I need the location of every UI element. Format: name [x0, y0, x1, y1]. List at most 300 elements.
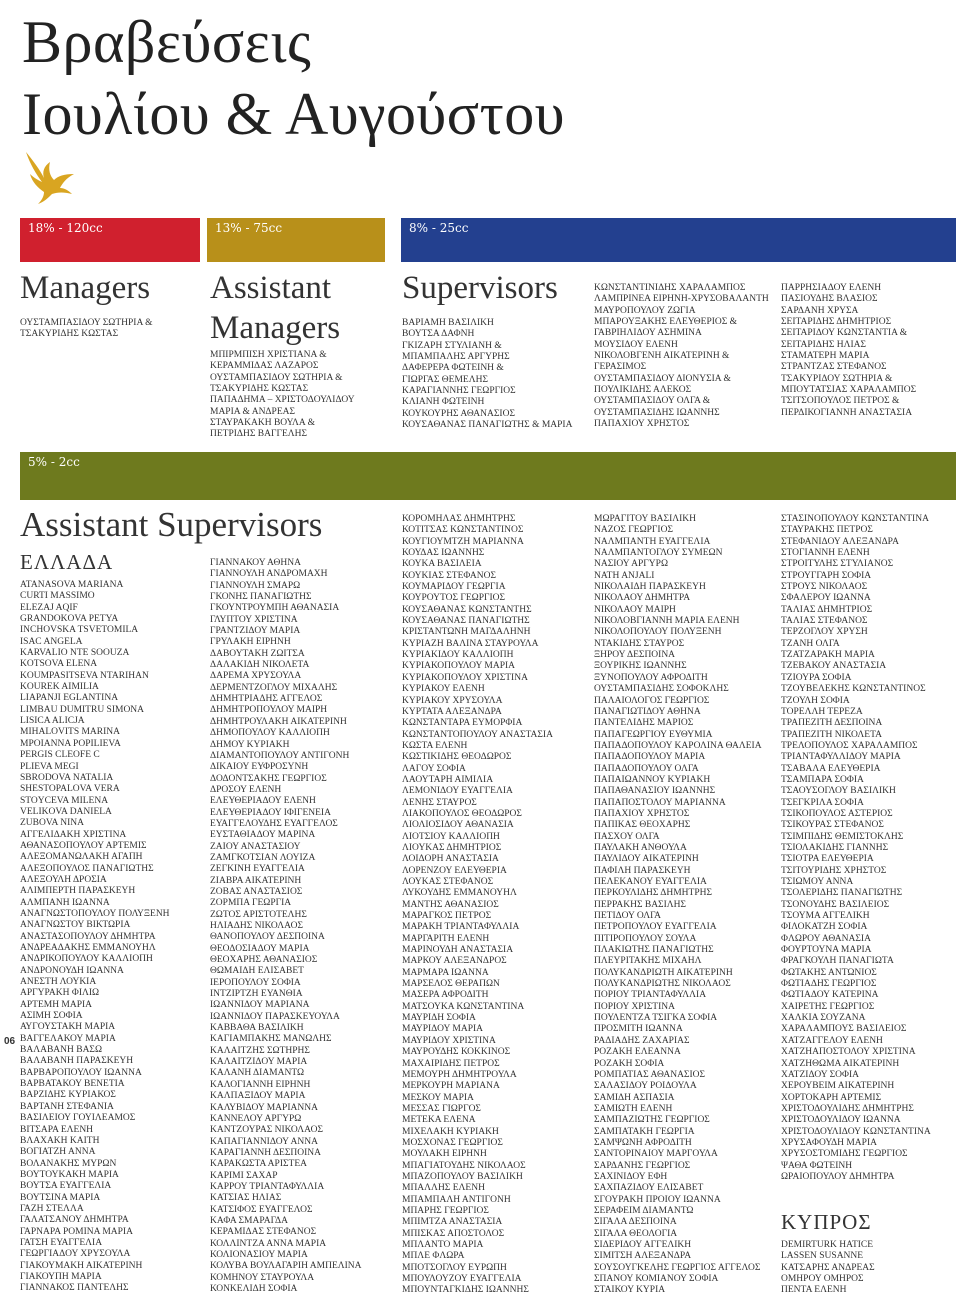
list-item: ΚΑΒΒΑΘΑ ΒΑΣΙΛΙΚΗ: [210, 1023, 304, 1034]
list-item: ΚΟΥΚΑ ΒΑΣΙΛΕΙΑ: [402, 559, 482, 570]
list-item: ΠΑΝΤΕΛΙΔΗΣ ΜΑΡΙΟΣ: [594, 718, 694, 729]
list-item: ΤΣΑΚΥΡΙΔΗΣ ΚΩΣΤΑΣ: [20, 329, 119, 340]
list-item: ΔΙΑΜΑΝΤΟΠΟΥΛΟΥ ΑΝΤΙΓΟΝΗ: [210, 750, 350, 761]
list-item: ΤΡΑΠΕΖΙΤΗ ΝΙΚΟΛΕΤΑ: [781, 729, 882, 740]
list-item: KOUMPASITSEVA NTARIHAN: [20, 670, 149, 681]
list-item: ΑΝΔΡΕΑΔΑΚΗΣ ΕΜΜΑΝΟΥΗΛ: [20, 943, 156, 953]
list-item: ΜΑΥΡΟΠΟΥΛΟΥ ΖΩΓΙΑ: [594, 305, 696, 316]
list-item: ΤΖΑΝΗ ΟΛΓΑ: [781, 638, 840, 649]
list-item: ΣΠΑΝΟΥ ΚΟΜΙΑΝΟΥ ΣΟΦΙΑ: [594, 1274, 719, 1285]
list-item: ΣΑΜΨΩΝΗ ΑΦΡΟΔΙΤΗ: [594, 1137, 692, 1148]
list-item: ΠΑΣΧΟΥ ΟΛΓΑ: [594, 831, 660, 842]
assistant-managers-heading-line1: Assistant: [210, 270, 332, 306]
list-item: ΠΟΥΛΕΝΤΖΑ ΤΣΙΓΚΑ ΣΟΦΙΑ: [594, 1013, 718, 1024]
list-item: ΓΑΛΑΤΣΑΝΟΥ ΔΗΜΗΤΡΑ: [20, 1215, 129, 1226]
list-item: ΣΓΟΥΡΑΚΗ ΠΡΟΙΟΥ ΙΩΑΝΝΑ: [594, 1194, 721, 1205]
list-item: PERGIS CLEOFE C: [20, 750, 100, 761]
list-item: ΠΟΥΛΙΚΙΔΗΣ ΑΛΕΚΟΣ: [594, 385, 692, 396]
list-item: ΔΡΟΣΟΥ ΕΛΕΝΗ: [210, 784, 282, 795]
list-item: ΠΑΠΑΔΟΠΟΥΛΟΥ ΟΛΓΑ: [594, 763, 699, 774]
list-item: ΧΡΙΣΤΟΔΟΥΛΙΔΟΥ ΚΩΝΣΤΑΝΤΙΝΑ: [781, 1126, 931, 1137]
list-item: ΧΟΡΤΟΚΑΡΗ ΑΡΤΕΜΙΣ: [781, 1092, 882, 1103]
list-item: ΧΑΡΑΛΑΜΠΟΥΣ ΒΑΣΙΛΕΙΟΣ: [781, 1024, 907, 1035]
supervisors-col3: [781, 283, 957, 419]
list-item: ΔΑΒΟΥΤΑΚΗ ΖΩΙΤΣΑ: [210, 648, 305, 659]
list-item: ΣΕΡΑΦΕΙΜ ΔΙΑΜΑΝΤΩ: [594, 1205, 694, 1216]
list-item: ΣΙΜΙΤΣΗ ΑΛΕΞΑΝΔΡΑ: [594, 1251, 692, 1262]
list-item: ΜΑΥΡΟΥΔΗΣ ΚΟΚΚΙΝΟΣ: [402, 1047, 511, 1058]
list-item: ΤΖΑΤΖΑΡΑΚΗ ΜΑΡΙΑ: [781, 650, 875, 661]
list-item: ΚΑΡΙΜΙ ΣΑΧΑΡ: [210, 1170, 278, 1181]
list-item: ΑΛΙΜΠΕΡΤΗ ΠΑΡΑΣΚΕΥΗ: [20, 886, 136, 897]
list-item: ΑΓΓΕΛΙΔΑΚΗ ΧΡΙΣΤΙΝΑ: [20, 829, 127, 840]
list-item: ΜΕΣΣΑΣ ΓΙΩΡΓΟΣ: [402, 1103, 481, 1114]
list-item: ΝΑΛΜΠΑΝΤΟΓΛΟΥ ΣΥΜΕΩΝ: [594, 548, 723, 559]
list-item: MIHALOVITS MARINA: [20, 727, 121, 738]
list-item: ΠΑΠΑΙΩΑΝΝΟΥ ΚΥΡΙΑΚΗ: [594, 774, 711, 785]
list-item: ΖΟΒΑΣ ΑΝΑΣΤΑΣΙΟΣ: [210, 886, 303, 897]
list-item: ΖΑΙΟΥ ΑΝΑΣΤΑΣΙΟΥ: [210, 841, 301, 852]
list-item: ΤΡΙΑΝΤΑΦΥΛΛΙΔΟΥ ΜΑΡΙΑ: [781, 752, 901, 763]
list-item: LASSEN SUSANNE: [781, 1251, 864, 1262]
list-item: ΚΟΥΣΑΘΑΝΑΣ ΠΑΝΑΓΙΩΤΗΣ: [402, 616, 530, 627]
list-item: ΑΝΑΓΝΩΣΤΟΥ ΒΙΚΤΩΡΙΑ: [20, 920, 131, 931]
list-item: ΠΕΡΚΟΥΛΙΔΗΣ ΔΗΜΗΤΡΗΣ: [594, 888, 712, 899]
list-item: ΟΜΗΡΟΥ ΟΜΗΡΟΣ: [781, 1274, 864, 1285]
list-item: ΙΕΡΟΠΟΥΛΟΥ ΣΟΦΙΑ: [210, 977, 301, 988]
list-item: ΣΑΜΙΔΗ ΑΣΠΑΣΙΑ: [594, 1092, 675, 1103]
list-item: ΝΙΚΟΛΟΒΓΕΝΗ ΑΙΚΑΤΕΡΙΝΗ &: [594, 351, 730, 362]
list-item: ΧΑΤΖΑΓΓΕΛΟΥ ΕΛΕΝΗ: [781, 1035, 883, 1046]
list-item: ΦΩΤΙΑΔΟΥ ΚΑΤΕΡΙΝΑ: [781, 990, 879, 1001]
list-item: ΜΠΟΥΝΤΑΓΚΙΔΗΣ ΙΩΑΝΝΗΣ: [402, 1285, 529, 1296]
list-item: ΠΕΛΕΚΑΝΟΥ ΕΥΑΓΓΕΛΙΑ: [594, 877, 707, 887]
list-item: ΠΑΠΑΧΙΟΥ ΧΡΗΣΤΟΣ: [594, 419, 690, 430]
list-item: ΚΟΥΜΑΡΙΔΟΥ ΓΕΩΡΓΙΑ: [402, 582, 506, 593]
list-item: ΚΑΤΣΙΑΣ ΗΛΙΑΣ: [210, 1193, 282, 1204]
list-item: ΚΑΛΟΓΙΑΝΝΗ ΕΙΡΗΝΗ: [210, 1079, 311, 1090]
supervisors-col1: [402, 318, 582, 431]
list-item: ΓΡΥΛΑΚΗ ΕΙΡΗΝΗ: [210, 637, 291, 648]
list-item: ΜΟΥΣΙΔΟΥ ΕΛΕΝΗ: [594, 339, 678, 350]
list-item: ISAC ANGELA: [20, 636, 83, 647]
list-item: ΧΑΤΖΗΑΠΟΣΤΟΛΟΥ ΧΡΙΣΤΙΝΑ: [781, 1047, 916, 1058]
list-item: ΜΕΡΚΟΥΡΗ ΜΑΡΙΑΝΑ: [402, 1081, 500, 1092]
list-item: ΡΟΖΑΚΗ ΣΟΦΙΑ: [594, 1058, 665, 1069]
list-item: ΚΟΥΣΑΘΑΝΑΣ ΠΑΝΑΓΙΩΤΗΣ & ΜΑΡΙΑ: [402, 420, 573, 431]
list-item: ΓΡΑΝΤΖΙΔΟΥ ΜΑΡΙΑ: [210, 626, 301, 637]
managers-heading: Managers: [20, 270, 151, 306]
list-item: ΚΟΡΟΜΗΛΑΣ ΔΗΜΗΤΡΗΣ: [402, 514, 516, 524]
list-item: ΜΠΛΕ ΦΛΩΡΑ: [402, 1251, 465, 1262]
list-item: INCHOVSKA TSVETOMILA: [20, 625, 139, 636]
list-item: ΠΑΠΑΓΕΩΡΓΙΟΥ ΕΥΘΥΜΙΑ: [594, 729, 713, 740]
list-item: ΜΑΡΙΑ & ΑΝΔΡΕΑΣ: [210, 406, 296, 417]
list-item: ΣΑΧΙΝΙΔΟΥ ΕΦΗ: [594, 1171, 668, 1182]
list-item: ΒΟΥΤΣΑ ΔΑΦΝΗ: [402, 329, 475, 340]
list-item: ΜΠΟΤΣΟΓΛΟΥ ΕΥΡΩΠΗ: [402, 1262, 507, 1273]
list-item: ΝΙΚΟΛΟΠΟΥΛΟΥ ΠΟΛΥΞΕΝΗ: [594, 627, 722, 638]
list-item: ΚΑΡΑΓΙΑΝΝΗΣ ΓΕΩΡΓΙΟΣ: [402, 386, 516, 397]
list-item: ΞΟΥΡΙΚΗΣ ΙΩΑΝΝΗΣ: [594, 661, 687, 672]
list-item: ΚΟΥΣΑΘΑΝΑΣ ΚΩΝΣΤΑΝΤΗΣ: [402, 604, 532, 615]
list-item: ΧΡΥΣΑΦΟΥΔΗ ΜΑΡΙΑ: [781, 1137, 877, 1148]
list-item: ΚΟΛΥΒΑ ΒΟΥΛΑΓΑΡΙΗ ΑΜΠΕΛΙΝΑ: [210, 1261, 362, 1272]
list-item: ΣΑΜΠΑΖΙΩΤΗΣ ΓΕΩΡΓΙΟΣ: [594, 1115, 710, 1126]
list-item: ΓΙΑΚΟΥΠΗ ΜΑΡΙΑ: [20, 1271, 102, 1282]
list-item: ΛΑΟΥΤΑΡΗ ΑΙΜΙΛΙΑ: [402, 774, 494, 785]
list-item: ΛΙΟΥΚΑΣ ΔΗΜΗΤΡΙΟΣ: [402, 842, 502, 853]
list-item: ΚΑΛΠΑΞΙΔΟΥ ΜΑΡΙΑ: [210, 1091, 306, 1102]
list-item: ΔΑΛΑΚΙΔΗ ΝΙΚΟΛΕΤΑ: [210, 660, 310, 671]
list-item: ΙΩΑΝΝΙΔΟΥ ΜΑΡΙΑΝΑ: [210, 1000, 310, 1011]
assistant-managers-heading: [210, 268, 340, 348]
list-item: ΚΑΠΑΓΙΑΝΝΙΔΟΥ ΑΝΝΑ: [210, 1136, 318, 1147]
list-item: ΧΡΥΣΟΣΤΟΜΙΔΗΣ ΓΕΩΡΓΙΟΣ: [781, 1149, 908, 1160]
list-item: ΤΣΙΤΟΥΡΙΔΗΣ ΧΡΗΣΤΟΣ: [781, 865, 887, 876]
list-item: ΑΡΓΥΡΑΚΗ ΦΙΛΙΩ: [20, 988, 100, 999]
list-item: KARVALIO NTE SOOUZA: [20, 648, 130, 659]
list-item: ΛΑΜΠΡΙΝΕΑ ΕΙΡΗΝΗ-ΧΡΥΣΟΒΑΛΑΝΤΗ: [594, 294, 769, 305]
list-item: ΚΛΙΑΝΗ ΦΩΤΕΙΝΗ: [402, 397, 485, 408]
list-item: ΒΙΤΣΑΡΑ ΕΛΕΝΗ: [20, 1124, 94, 1135]
list-item: ΤΖΕΒΑΚΟΥ ΑΝΑΣΤΑΣΙΑ: [781, 661, 887, 672]
list-item: ΜΠΑΜΠΑΛΗΣ ΑΡΓΥΡΗΣ: [402, 352, 510, 363]
list-item: ΜΠΑΓΙΑΤΟΥΔΗΣ ΝΙΚΟΛΑΟΣ: [402, 1160, 526, 1171]
greece-label: ΕΛΛΑΔΑ: [20, 550, 114, 574]
list-item: ΚΟΥΓΙΟΥΜΤΖΗ ΜΑΡΙΑΝΝΑ: [402, 536, 524, 547]
list-item: ΚΑΛΑΙΤΖΙΔΟΥ ΜΑΡΙΑ: [210, 1057, 308, 1068]
list-item: ΑΛΕΞΟΥΛΗ ΔΡΟΣΙΑ: [20, 874, 107, 885]
list-item: ΤΣΙΟΛΑΚΙΔΗΣ ΓΙΑΝΝΗΣ: [781, 842, 889, 853]
list-item: ΓΙΑΝΝΟΥΛΗ ΣΜΑΡΩ: [210, 580, 301, 591]
list-item: ΒΑΡΤΑΝΗ ΣΤΕΦΑΝΙΑ: [20, 1101, 114, 1112]
list-item: ΚΑΡΡΟΥ ΤΡΙΑΝΤΑΦΥΛΛΙΑ: [210, 1181, 325, 1192]
list-item: ΣΑΡΔΑΝΗΣ ΓΕΩΡΓΙΟΣ: [594, 1160, 691, 1171]
list-item: ΔΕΡΜΕΝΤΖΟΓΛΟΥ ΜΙΧΑΛΗΣ: [210, 682, 338, 693]
list-item: ΚΟΥΡΟΥΤΟΣ ΓΕΩΡΓΙΟΣ: [402, 593, 506, 604]
list-item: ΣΙΓΑΛΑ ΔΕΣΠΟΙΝΑ: [594, 1217, 677, 1228]
list-item: ΤΣΙΤΣΟΠΟΥΛΟΣ ΠΕΤΡΟΣ &: [781, 396, 900, 407]
list-item: ΧΕΡΟΥΒΕΙΜ ΑΙΚΑΤΕΡΙΝΗ: [781, 1081, 895, 1092]
list-item: ΓΚΟΥΝΤΡΟΥΜΠΗ ΑΘΑΝΑΣΙΑ: [210, 603, 340, 614]
list-item: ΟΥΣΤΑΜΠΑΣΙΔΗΣ ΣΟΦΟΚΛΗΣ: [594, 684, 729, 695]
list-item: ΖΩΤΟΣ ΑΡΙΣΤΟΤΕΛΗΣ: [210, 909, 307, 920]
list-item: ΧΑΤΖΗΘΩΜΑ ΑΙΚΑΤΕΡΙΝΗ: [781, 1058, 900, 1069]
eagle-logo-icon: [20, 148, 80, 208]
list-item: ΟΥΣΤΑΜΠΑΣΙΔΟΥ ΣΩΤΗΡΙΑ &: [20, 318, 153, 328]
list-item: ΦΛΩΡΟΥ ΑΘΑΝΑΣΙΑ: [781, 933, 871, 944]
list-item: ΣΑΛΑΣΙΔΟΥ ΡΟΙΔΟΥΛΑ: [594, 1081, 697, 1092]
list-item: ΚΑΤΣΙΦΟΣ ΕΥΑΓΓΕΛΟΣ: [210, 1204, 313, 1215]
list-item: ΛΙΟΤΣΙΟΥ ΚΑΛΛΙΟΠΗ: [402, 831, 500, 842]
list-item: ΣΦΑΛΕΡΟΥ ΙΩΑΝΝΑ: [781, 593, 871, 604]
list-item: ΡΑΔΙΑΔΗΣ ΖΑΧΑΡΙΑΣ: [594, 1035, 690, 1046]
list-item: ΤΕΡΖΟΓΛΟΥ ΧΡΥΣΗ: [781, 627, 868, 638]
page-title-line1: Βραβεύσεις: [22, 9, 312, 75]
assistant-supervisors-col1: [20, 580, 202, 1295]
list-item: ΣΤΟΓΙΑΝΝΗ ΕΛΕΝΗ: [781, 548, 870, 559]
list-item: ΓΑΒΡΙΗΛΙΔΟΥ ΑΣΗΜΙΝΑ: [594, 328, 702, 339]
list-item: ΠΑΠΑΔΟΠΟΥΛΟΥ ΚΑΡΟΛΙΝΑ ΘΑΛΕΙΑ: [594, 740, 762, 751]
list-item: ΠΑΛΑΙΟΛΟΓΟΣ ΓΕΩΡΓΙΟΣ: [594, 695, 710, 706]
list-item: ΤΣΑΚΥΡΙΔΟΥ ΣΩΤΗΡΙΑ &: [781, 373, 893, 384]
list-item: ΖΟΡΜΠΑ ΓΕΩΡΓΙΑ: [210, 898, 292, 909]
list-item: ΒΟΓΙΑΤΖΗ ΑΝΝΑ: [20, 1147, 96, 1158]
assistant-supervisors-band: 5% - 2cc: [20, 452, 956, 500]
list-item: ΧΑΛΚΙΑ ΣΟΥΖΑΝΑ: [781, 1013, 866, 1024]
list-item: ΓΑΖΗ ΣΤΕΛΛΑ: [20, 1203, 84, 1214]
list-item: ΦΙΛΟΚΑΤΖΗ ΣΟΦΙΑ: [781, 922, 868, 933]
list-item: ΜΑΡΣΕΛΟΣ ΘΕΡΑΠΩΝ: [402, 979, 500, 990]
list-item: KOUREK AIMILIA: [20, 682, 99, 693]
list-item: ΓΙΑΝΝΟΥΛΗ ΑΝΔΡΟΜΑΧΗ: [210, 569, 328, 580]
list-item: ΜΑΡΜΑΡΑ ΙΩΑΝΝΑ: [402, 967, 489, 978]
list-item: ΜΑΡΙΝΟΥΔΗ ΑΝΑΣΤΑΣΙΑ: [402, 945, 514, 956]
list-item: ΚΟΛΛΙΝΤΖΑ ΑΝΝΑ ΜΑΡΙΑ: [210, 1238, 327, 1249]
assistant-managers-heading-line2: Managers: [210, 310, 341, 346]
list-item: ΔΗΜΟΠΟΥΛΟΥ ΚΑΛΛΙΟΠΗ: [210, 728, 330, 739]
list-item: ΚΥΡΙΑΚΟΥ ΧΡΥΣΟΥΛΑ: [402, 695, 503, 706]
list-item: ΜΩΡΑΓΙΤΟΥ ΒΑΣΙΛΙΚΗ: [594, 514, 697, 524]
list-item: ΜΠΑΜΠΑΛΗ ΑΝΤΙΓΟΝΗ: [402, 1194, 511, 1205]
list-item: ΜΑΡΑΚΗ ΤΡΙΑΝΤΑΦΥΛΛΙΑ: [402, 922, 520, 933]
list-item: ΞΗΡΟΥ ΔΕΣΠΟΙΝΑ: [594, 650, 676, 661]
list-item: ΤΣΟΝΟΥΔΗΣ ΒΑΣΙΛΕΙΟΣ: [781, 899, 890, 910]
list-item: ΓΑΤΣΗ ΕΥΑΓΓΕΛΙΑ: [20, 1237, 103, 1248]
list-item: ΠΕΤΡΟΠΟΥΛΟΥ ΕΥΑΓΓΕΛΙΑ: [594, 922, 717, 933]
list-item: ΚΑΤΣΑΡΗΣ ΑΝΔΡΕΑΣ: [781, 1262, 875, 1273]
list-item: ΕΛΕΥΘΕΡΙΑΔΟΥ ΕΛΕΝΗ: [210, 796, 316, 807]
list-item: ΙΩΑΝΝΙΔΟΥ ΠΑΡΑΣΚΕΥΟΥΛΑ: [210, 1011, 340, 1022]
list-item: ΣΤΕΦΑΝΙΔΟΥ ΑΛΕΞΑΝΔΡΑ: [781, 536, 899, 547]
list-item: ΑΡΤΕΜΗ ΜΑΡΙΑ: [20, 999, 93, 1010]
list-item: ΓΛΥΠΤΟΥ ΧΡΙΣΤΙΝΑ: [210, 614, 298, 625]
list-item: ΣΤΑΥΡΑΚΗΣ ΠΕΤΡΟΣ: [781, 525, 873, 536]
list-item: ΠΑΡΡΗΣΙΑΔΟΥ ΕΛΕΝΗ: [781, 283, 882, 293]
list-item: ΚΟΛΙΟΝΑΣΙΟΥ ΜΑΡΙΑ: [210, 1249, 308, 1260]
list-item: ΕΥΑΓΓΕΛΟΥΔΗΣ ΕΥΑΓΓΕΛΟΣ: [210, 818, 338, 829]
list-item: ΚΑΡΑΓΙΑΝΝΗ ΔΕΣΠΟΙΝΑ: [210, 1147, 321, 1158]
list-item: ΔΑΡΕΜΑ ΧΡΥΣΟΥΛΑ: [210, 671, 302, 682]
list-item: VELIKOVA DANIELA: [20, 806, 112, 817]
list-item: ΜΑΡΑΓΚΟΣ ΠΕΤΡΟΣ: [402, 911, 492, 922]
assistant-supervisors-col3: [402, 514, 584, 1297]
list-item: ΜΠΙΡΜΠΙΣΗ ΧΡΙΣΤΙΑΝΑ &: [210, 350, 327, 360]
list-item: ΤΣΑΜΠΑΡΑ ΣΟΦΙΑ: [781, 774, 864, 785]
list-item: ΖΑΜΓΚΟΤΣΙΑΝ ΛΟΥΙΖΑ: [210, 852, 316, 863]
list-item: ΚΑΝΝΕΛΟΥ ΑΡΓΥΡΩ: [210, 1113, 302, 1124]
list-item: ΔΗΜΗΤΡΙΑΔΗΣ ΑΓΓΕΛΟΣ: [210, 694, 323, 705]
list-item: ΒΑΡΒΑΡΟΠΟΥΛΟΥ ΙΩΑΝΝΑ: [20, 1067, 142, 1078]
list-item: ΚΥΡΙΑΚΙΔΟΥ ΚΑΛΛΙΟΠΗ: [402, 650, 514, 661]
list-item: ΤΣΙΚΟΥΡΑΣ ΣΤΕΦΑΝΟΣ: [781, 820, 884, 831]
list-item: ΜΠΟΥΛΟΥΖΟΥ ΕΥΑΓΓΕΛΙΑ: [402, 1274, 522, 1285]
list-item: ΝΙΚΟΛΟΒΓΙΑΝΝΗ ΜΑΡΙΑ ΕΛΕΝΗ: [594, 616, 740, 627]
list-item: ΧΡΙΣΤΟΔΟΥΛΙΔΗΣ ΔΗΜΗΤΡΗΣ: [781, 1103, 914, 1114]
list-item: ΚΩΝΣΤΑΝΤΙΝΙΔΗΣ ΧΑΡΑΛΑΜΠΟΣ: [594, 283, 746, 293]
list-item: ZUBOVA NINA: [20, 818, 84, 829]
list-item: ΑΝΑΓΝΩΣΤΟΠΟΥΛΟΥ ΠΟΛΥΞΕΝΗ: [20, 908, 170, 919]
list-item: ΟΥΣΤΑΜΠΑΣΙΔΟΥ ΟΛΓΑ &: [594, 396, 711, 407]
list-item: ΠΛΕΥΡΙΤΑΚΗΣ ΜΙΧΑΗΛ: [594, 956, 702, 967]
list-item: ΠΡΟΣΜΙΤΗ ΙΩΑΝΝΑ: [594, 1024, 683, 1035]
list-item: ΜΠΙΣΚΑΣ ΑΠΟΣΤΟΛΟΣ: [402, 1228, 505, 1239]
assistant-supervisors-col2: [210, 558, 392, 1295]
list-item: ΣΤΑΣΙΝΟΠΟΥΛΟΥ ΚΩΝΣΤΑΝΤΙΝΑ: [781, 514, 929, 524]
list-item: ΚΩΝΣΤΑΝΤΟΠΟΥΛΟΥ ΑΝΑΣΤΑΣΙΑ: [402, 729, 553, 740]
list-item: ΔΗΜΗΤΡΟΥΛΑΚΗ ΑΙΚΑΤΕΡΙΝΗ: [210, 716, 347, 727]
list-item: ΤΣΟΛΕΡΙΔΗΣ ΠΑΝΑΓΙΩΤΗΣ: [781, 888, 903, 899]
list-item: ΚΩΝΣΤΑΝΤΑΡΑ ΕΥΜΟΡΦΙΑ: [402, 718, 523, 729]
list-item: ΔΗΜΟΥ ΚΥΡΙΑΚΗ: [210, 739, 290, 750]
list-item: ΒΟΥΤΟΥΚΑΚΗ ΜΑΡΙΑ: [20, 1169, 119, 1180]
list-item: ΩΡΑΙΟΠΟΥΛΟΥ ΔΗΜΗΤΡΑ: [781, 1171, 895, 1182]
list-item: ΑΝΔΡΙΚΟΠΟΥΛΟΥ ΚΑΛΛΙΟΠΗ: [20, 954, 153, 965]
list-item: ΝΙΚΟΛΑΙΔΗ ΠΑΡΑΣΚΕΥΗ: [594, 582, 706, 593]
list-item: ΠΟΡΙΟΥ ΧΡΙΣΤΙΝΑ: [594, 1001, 675, 1012]
cyprus-label: ΚΥΠΡΟΣ: [781, 1210, 872, 1234]
list-item: ΜΑΣΕΡΑ ΑΦΡΟΔΙΤΗ: [402, 990, 489, 1001]
list-item: ΠΙΤΙΡΟΠΟΥΛΟΥ ΣΟΥΛΑ: [594, 933, 697, 944]
list-item: ΣΑΜΙΩΤΗ ΕΛΕΝΗ: [594, 1103, 673, 1114]
list-item: ΠΟΡΙΟΥ ΤΡΙΑΝΤΑΦΥΛΛΙΑ: [594, 990, 707, 1001]
list-item: ΛΑΓΟΥ ΣΟΦΙΑ: [402, 763, 466, 774]
page-title-line2: Ιουλίου & Αυγούστου: [22, 81, 565, 147]
list-item: ΒΛΑΧΑΚΗ ΚΑΙΤΗ: [20, 1135, 100, 1146]
list-item: ΚΑΛΑΙΤΖΗΣ ΣΩΤΗΡΗΣ: [210, 1045, 310, 1056]
list-item: ΓΙΑΝΝΑΚΟΣ ΠΑΝΤΕΛΗΣ: [20, 1283, 129, 1294]
list-item: ΘΕΟΧΑΡΗΣ ΑΘΑΝΑΣΙΟΣ: [210, 955, 318, 966]
supervisors-col2: [594, 283, 776, 430]
assistant-supervisors-col5: [781, 514, 957, 1183]
list-item: ΤΣΟΥΜΑ ΑΓΓΕΛΙΚΗ: [781, 911, 870, 922]
list-item: ΠΛΑΚΙΩΤΗΣ ΠΑΝΑΓΙΩΤΗΣ: [594, 945, 714, 956]
list-item: ΑΛΜΠΑΝΗ ΙΩΑΝΝΑ: [20, 897, 110, 908]
list-item: ΣΑΝΤΟΡΙΝΑΙΟΥ ΜΑΡΓΟΥΛΑ: [594, 1149, 718, 1160]
list-item: ΠΕΤΡΙΔΗΣ ΒΑΓΓΕΛΗΣ: [210, 429, 308, 440]
list-item: ΤΖΟΥΛΗ ΣΟΦΙΑ: [781, 695, 850, 706]
list-item: ΔΗΜΗΤΡΟΠΟΥΛΟΥ ΜΑΙΡΗ: [210, 705, 328, 716]
list-item: ΛΟΡΕΝΖΟΥ ΕΛΕΥΘΕΡΙΑ: [402, 865, 507, 876]
list-item: ΒΟΥΤΣΙΝΑ ΜΑΡΙΑ: [20, 1192, 101, 1203]
assistant-managers-band: 13% - 75cc: [207, 218, 385, 262]
list-item: ΚΩΣΤΑ ΕΛΕΝΗ: [402, 740, 468, 751]
list-item: ΖΕΓΚΙΝΗ ΕΥΑΓΓΕΛΙΑ: [210, 864, 305, 875]
list-item: ΤΡΑΠΕΖΙΤΗ ΔΕΣΠΟΙΝΑ: [781, 718, 883, 729]
list-item: ΚΕΡΑΜΜΙΔΑΣ ΛΑΖΑΡΟΣ: [210, 361, 319, 372]
list-item: ΣΑΜΠΑΤΑΚΗ ΓΕΩΡΓΙΑ: [594, 1126, 695, 1137]
list-item: ΝΑΖΟΣ ΓΕΩΡΓΙΟΣ: [594, 525, 673, 536]
list-item: ΚΑΓΙΑΜΠΑΚΗΣ ΜΑΝΩΛΗΣ: [210, 1034, 332, 1045]
list-item: SHESTOPALOVA VERA: [20, 784, 120, 795]
list-item: ΝΤΑΚΙΔΗΣ ΣΤΑΥΡΟΣ: [594, 638, 685, 649]
list-item: ELEZAJ AQIF: [20, 602, 78, 613]
list-item: ΣΤΡΑΝΤΖΑΣ ΣΤΕΦΑΝΟΣ: [781, 362, 887, 373]
list-item: LIMBAU DUMITRU SIMONA: [20, 704, 145, 715]
list-item: ΚΑΝΤΖΟΥΡΑΣ ΝΙΚΟΛΑΟΣ: [210, 1125, 324, 1136]
list-item: ΤΑΛΙΑΣ ΔΗΜΗΤΡΙΟΣ: [781, 604, 873, 615]
list-item: ΤΖΟΥΒΕΛΕΚΗΣ ΚΩΝΣΤΑΝΤΙΝΟΣ: [781, 684, 926, 695]
list-item: ΚΥΡΙΑΖΗ ΒΑΛΙΝΑ ΣΤΑΥΡΟΥΛΑ: [402, 638, 539, 649]
list-item: ΓΙΩΡΓΑΣ ΘΕΜΕΛΗΣ: [402, 374, 488, 385]
list-item: ΜΑΧΑΙΡΙΔΗΣ ΠΕΤΡΟΣ: [402, 1058, 500, 1069]
list-item: ΠΑΥΛΑΚΗ ΑΝΘΟΥΛΑ: [594, 842, 687, 853]
list-item: ΜΙΧΕΛΑΚΗ ΚΥΡΙΑΚΗ: [402, 1126, 499, 1137]
list-item: ΣΙΓΑΛΑ ΘΕΟΛΟΓΙΑ: [594, 1228, 678, 1239]
list-item: ΚΟΥΚΙΑΣ ΣΤΕΦΑΝΟΣ: [402, 570, 496, 581]
list-item: ΜΑΝΤΗΣ ΑΘΑΝΑΣΙΟΣ: [402, 899, 499, 910]
list-item: ΒΑΛΑΒΑΝΗ ΠΑΡΑΣΚΕΥΗ: [20, 1056, 134, 1067]
list-item: ΚΟΥΔΑΣ ΙΩΑΝΝΗΣ: [402, 548, 485, 559]
list-item: ΚΟΥΚΟΥΡΗΣ ΑΘΑΝΑΣΙΟΣ: [402, 408, 515, 419]
list-item: ΜΑΥΡΙΔΟΥ ΧΡΙΣΤΙΝΑ: [402, 1035, 496, 1046]
list-item: ΠΑΥΛΙΔΟΥ ΑΙΚΑΤΕΡΙΝΗ: [594, 854, 699, 865]
list-item: ΛΙΑΚΟΠΟΥΛΟΣ ΘΕΟΔΩΡΟΣ: [402, 808, 522, 819]
list-item: ΟΥΣΤΑΜΠΑΣΙΔΟΥ ΣΩΤΗΡΙΑ &: [210, 372, 343, 383]
list-item: ΣΑΧΠΑΖΙΔΟΥ ΕΛΙΣΑΒΕΤ: [594, 1183, 704, 1194]
list-item: ΜΑΤΣΟΥΚΑ ΚΩΝΣΤΑΝΤΙΝΑ: [402, 1001, 525, 1012]
list-item: ΔΑΦΕΡΕΡΑ ΦΩΤΕΙΝΗ &: [402, 363, 504, 374]
list-item: ΑΘΑΝΑΣΟΠΟΥΛΟΥ ΑΡΤΕΜΙΣ: [20, 840, 147, 851]
list-item: ΦΩΤΑΚΗΣ ΑΝΤΩΝΙΟΣ: [781, 967, 877, 978]
page-title: [22, 6, 565, 150]
list-item: ΜΠΙΜΤΖΑ ΑΝΑΣΤΑΣΙΑ: [402, 1217, 503, 1228]
list-item: LISICA ALICJA: [20, 716, 85, 727]
list-item: ΣΕΙΤΑΡΙΔΗΣ ΔΗΜΗΤΡΙΟΣ: [781, 317, 892, 328]
list-item: ΙΝΤΖΙΡΤΖΗ ΕΥΑΝΘΙΑ: [210, 989, 303, 1000]
list-item: ΓΙΑΚΟΥΜΑΚΗ ΑΙΚΑΤΕΡΙΝΗ: [20, 1260, 143, 1271]
supervisors-band: 8% - 25cc: [401, 218, 956, 262]
list-item: ΣΕΙΤΑΡΙΔΟΥ ΚΩΝΣΤΑΝΤΙΑ &: [781, 328, 908, 339]
list-item: ΟΥΣΤΑΜΠΑΣΙΔΟΥ ΔΙΟΝΥΣΙΑ &: [594, 373, 731, 384]
list-item: ΚΕΡΑΜΙΔΑΣ ΣΤΕΦΑΝΟΣ: [210, 1227, 317, 1238]
list-item: ΜΟΥΛΑΚΗ ΕΙΡΗΝΗ: [402, 1149, 487, 1160]
list-item: STOYCEVA MILENA: [20, 795, 109, 806]
list-item: LIAPANJI EGLANTINA: [20, 693, 119, 704]
list-item: ΜΟΣΧΟΝΑΣ ΓΕΩΡΓΙΟΣ: [402, 1137, 503, 1148]
list-item: ΒΟΛΑΝΑΚΗΣ ΜΥΡΩΝ: [20, 1158, 117, 1169]
list-item: ΧΑΙΡΕΤΗΣ ΓΕΩΡΓΙΟΣ: [781, 1001, 875, 1012]
assistant-supervisors-col4: [594, 514, 776, 1297]
list-item: ΣΤΡΟΥΓΓΑΡΗ ΣΟΦΙΑ: [781, 570, 872, 581]
list-item: ΛΙΟΛΙΟΣΙΔΟΥ ΑΘΑΝΑΣΙΑ: [402, 820, 514, 831]
list-item: SBRODOVA NATALIA: [20, 772, 114, 783]
list-item: ΤΑΛΙΑΣ ΣΤΕΦΑΝΟΣ: [781, 616, 868, 627]
list-item: KOTSOVA ELENA: [20, 659, 98, 670]
managers-list: [20, 318, 200, 341]
list-item: ΠΑΠΑΔΗΜΑ – ΧΡΙΣΤΟΔΟΥΛΙΔΟΥ: [210, 395, 355, 406]
managers-band: 18% - 120cc: [20, 218, 200, 262]
list-item: ΚΥΡΙΑΚΟΠΟΥΛΟΥ ΧΡΙΣΤΙΝΑ: [402, 672, 528, 683]
list-item: ΛΕΝΗΣ ΣΤΑΥΡΟΣ: [402, 797, 477, 808]
list-item: ΚΥΡΙΑΚΟΥ ΕΛΕΝΗ: [402, 684, 485, 695]
list-item: ΜΕΣΚΟΥ ΜΑΡΙΑ: [402, 1092, 474, 1103]
list-item: ΠΑΠΑΘΑΝΑΣΙΟΥ ΙΩΑΝΝΗΣ: [594, 786, 716, 797]
list-item: ΝΙΚΟΛΑΟΥ ΜΑΙΡΗ: [594, 604, 676, 615]
list-item: ΛΥΚΟΥΔΗΣ ΕΜΜΑΝΟΥΗΛ: [402, 888, 517, 899]
list-item: ΚΑΦΑ ΣΜΑΡΑΓΔΑ: [210, 1215, 288, 1226]
list-item: ΖΙΑΒΡΑ ΑΙΚΑΤΕΡΙΝΗ: [210, 875, 302, 886]
list-item: ATANASOVA MARIANA: [20, 580, 124, 590]
list-item: ΦΡΑΓΚΟΥΛΗ ΠΑΝΑΓΙΩΤΑ: [781, 956, 894, 967]
list-item: ΜΑΥΡΙΔΟΥ ΜΑΡΙΑ: [402, 1024, 483, 1035]
list-item: ΒΑΡΒΑΤΑΚΟΥ ΒΕΝΕΤΙΑ: [20, 1079, 125, 1090]
list-item: ΣΑΡΔΑΝΗ ΧΡΥΣΑ: [781, 305, 859, 316]
list-item: ΒΑΛΑΒΑΝΗ ΒΑΣΩ: [20, 1045, 103, 1056]
list-item: ΧΑΤΖΙΔΟΥ ΣΟΦΙΑ: [781, 1069, 860, 1080]
list-item: ΑΝΕΣΤΗ ΛΟΥΚΙΑ: [20, 977, 97, 988]
